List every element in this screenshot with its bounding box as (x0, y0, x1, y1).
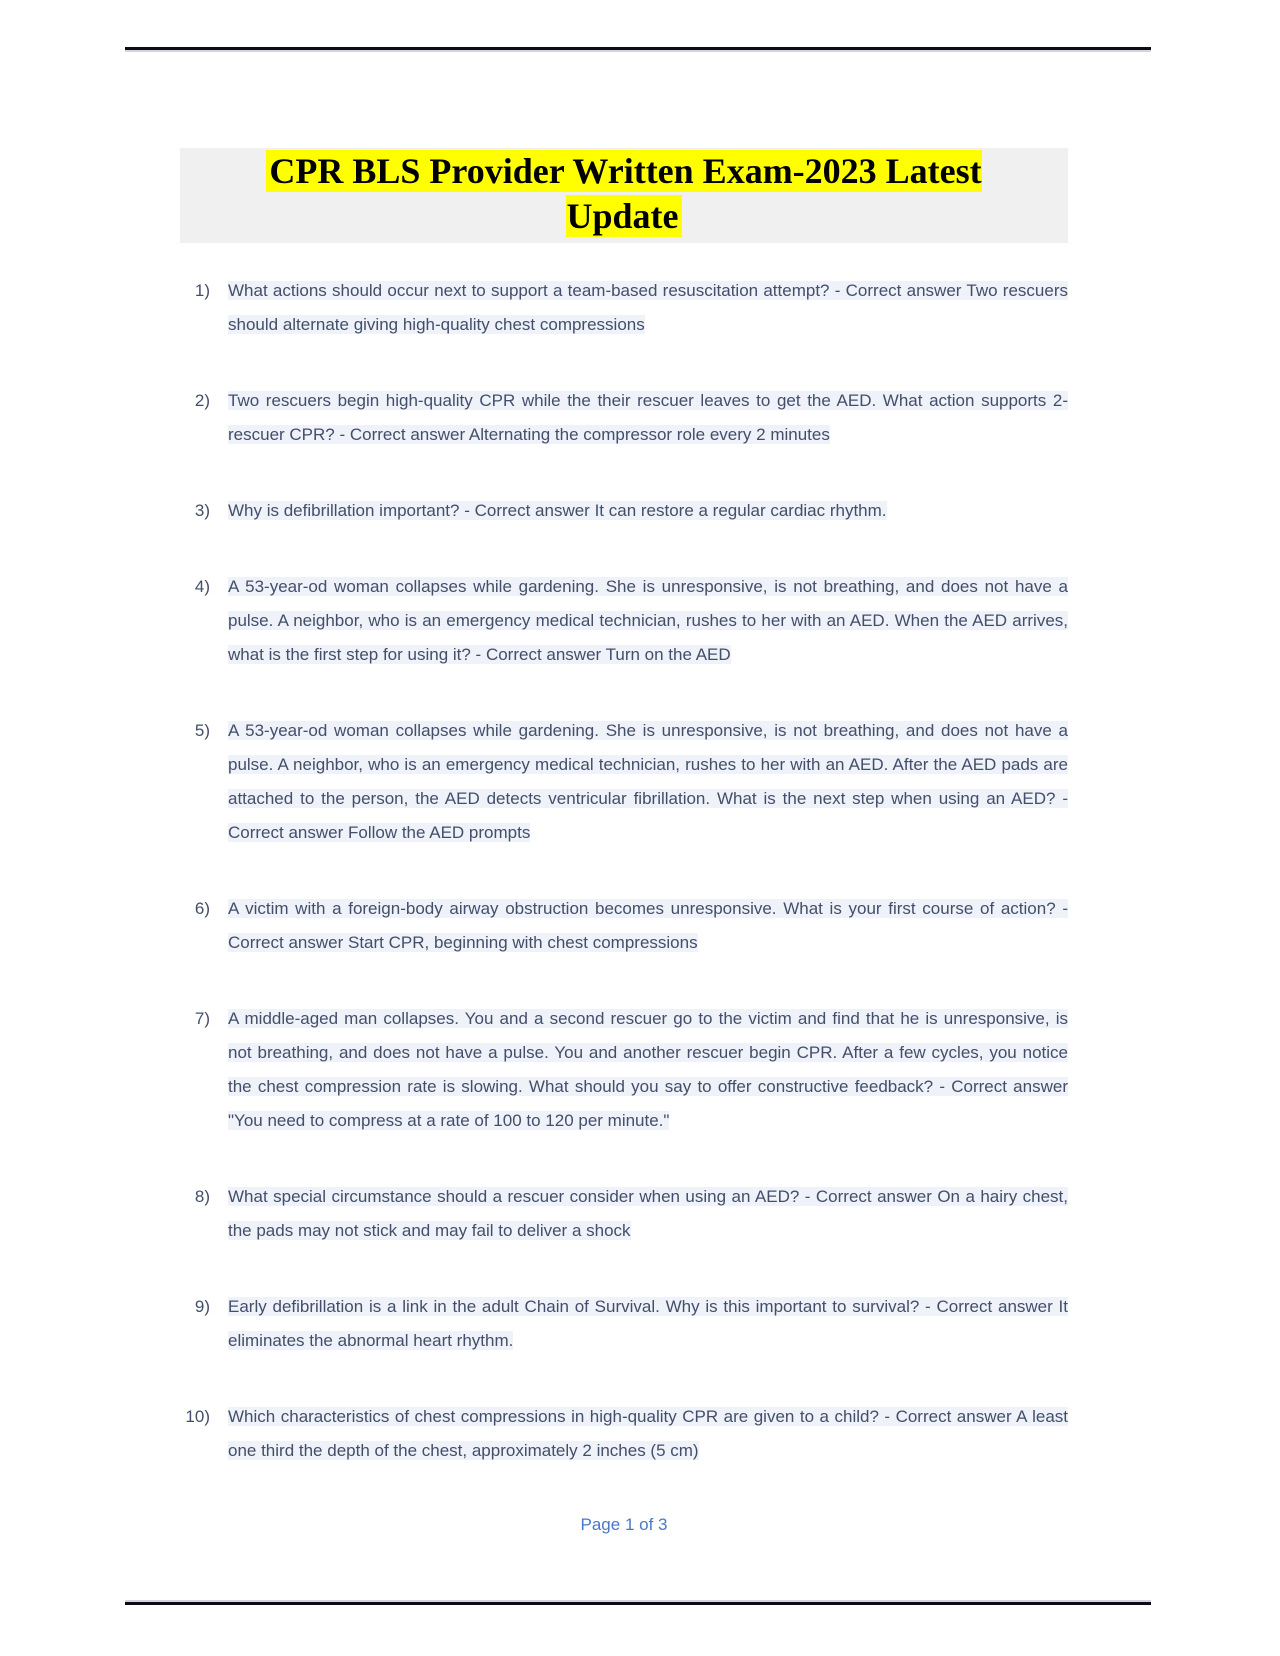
item-text-highlight: A victim with a foreign-body airway obstruction becomes unresponsive. What is your first course of action? - Correct answer Start CPR, beginning with chest compressions (228, 899, 1068, 952)
item-text-highlight: Why is defibrillation important? - Correct answer It can restore a regular cardiac rhythm. (228, 501, 887, 520)
list-item (180, 494, 1068, 528)
item-number: 9) (194, 1297, 210, 1316)
item-number: 8) (194, 1187, 210, 1206)
item-text (228, 494, 1068, 528)
item-number: 2) (194, 391, 210, 410)
item-text (228, 274, 1068, 342)
item-text-highlight: A 53-year-od woman collapses while gardening. She is unresponsive, is not breathing, and does not have a pulse. A neighbor, who is an emergency medical technician, rushes to her with an AED. After the AED pads are attached to the person, the AED detects ventricular fibrillation. What is the next step when using an AED? - Correct answer Follow the AED prompts (228, 721, 1068, 842)
page-footer: Page 1 of 3 (580, 1515, 668, 1534)
list-item (180, 384, 1068, 452)
list-item (180, 1002, 1068, 1138)
item-text (228, 570, 1068, 672)
item-text (228, 1180, 1068, 1248)
item-text-highlight: What special circumstance should a rescuer consider when using an AED? - Correct answer On a hairy chest, the pads may not stick and may fail to deliver a shock (228, 1187, 1068, 1240)
item-text-highlight: What actions should occur next to support a team-based resuscitation attempt? - Correct answer Two rescuers should alternate giving high-quality chest compressions (228, 281, 1068, 334)
list-item (180, 1290, 1068, 1358)
item-number: 10) (185, 1407, 210, 1426)
item-text (228, 384, 1068, 452)
list-item (180, 714, 1068, 850)
item-text-highlight: Which characteristics of chest compressions in high-quality CPR are given to a child? - Correct answer A least one third the depth of the chest, approximately 2 inches (5 cm) (228, 1407, 1068, 1460)
item-text-highlight: A 53-year-od woman collapses while gardening. She is unresponsive, is not breathing, and does not have a pulse. A neighbor, who is an emergency medical technician, rushes to her with an AED. When the AED arrives, what is the first step for using it? - Correct answer Turn on the AED (228, 577, 1068, 664)
item-number: 6) (194, 899, 210, 918)
top-page-rule (125, 47, 1151, 52)
list-item (180, 570, 1068, 672)
item-number: 3) (194, 501, 210, 520)
item-text (228, 1290, 1068, 1358)
list-item (180, 1180, 1068, 1248)
item-number: 7) (194, 1009, 210, 1028)
page-title-block (180, 148, 1068, 243)
page-title-highlight: CPR BLS Provider Written Exam-2023 Latest Update (266, 150, 981, 237)
item-number: 4) (194, 577, 210, 596)
item-text-highlight: Two rescuers begin high-quality CPR while the their rescuer leaves to get the AED. What action supports 2-rescuer CPR? - Correct answer Alternating the compressor role every 2 minutes (228, 391, 1068, 444)
item-text-highlight: Early defibrillation is a link in the adult Chain of Survival. Why is this important to survival? - Correct answer It eliminates the abnormal heart rhythm. (228, 1297, 1068, 1350)
item-text (228, 1002, 1068, 1138)
item-text (228, 892, 1068, 960)
item-text (228, 1400, 1068, 1468)
list-item (180, 892, 1068, 960)
item-number: 1) (194, 281, 210, 300)
item-text-highlight: A middle-aged man collapses. You and a second rescuer go to the victim and find that he is unresponsive, is not breathing, and does not have a pulse. You and another rescuer begin CPR. After a few cycles, you notice the chest compression rate is slowing. What should you say to offer constructive feedback? - Correct answer "You need to compress at a rate of 100 to 120 per minute." (228, 1009, 1068, 1130)
item-text (228, 714, 1068, 850)
item-number: 5) (194, 721, 210, 740)
page-title (266, 150, 981, 237)
list-item (180, 1400, 1068, 1468)
list-item (180, 274, 1068, 342)
bottom-page-rule (125, 1600, 1151, 1605)
question-list (180, 274, 1068, 1540)
